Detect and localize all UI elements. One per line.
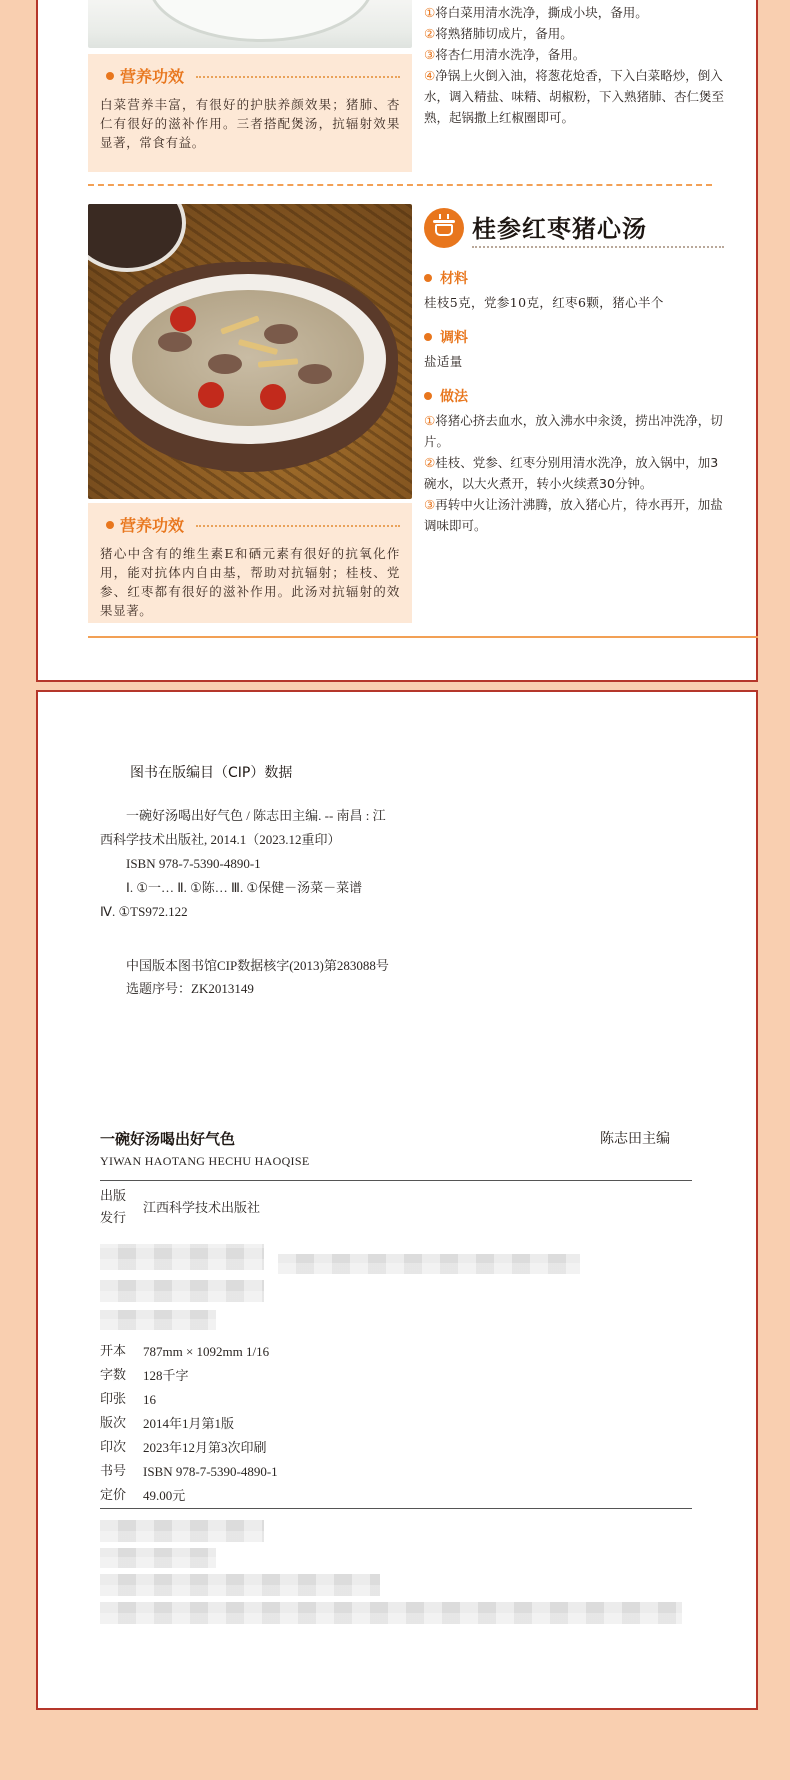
cip-isbn: ISBN 978-7-5390-4890-1 [126,856,261,871]
nutrition-heading-2: 营养功效 [106,513,400,536]
recipe2-column [424,208,724,536]
bullet-icon [106,72,114,80]
cip-numbers [126,954,389,1000]
blurred-text [100,1574,380,1596]
blurred-text [100,1548,216,1568]
nutrition-heading-1: 营养功效 [106,64,400,87]
cip-title: 图书在版编目（CIP）数据 [130,765,293,781]
step: ③将杏仁用清水洗净，备用。 [424,47,586,62]
spec-row: 印次 2023年12月第3次印刷 [100,1440,267,1455]
bullet-icon [424,333,432,341]
nutrition-box-1 [88,54,412,172]
pork-slice [264,324,298,344]
spec-row: 印张 16 [100,1392,156,1407]
bowl-rim [148,0,374,42]
step: ③再转中火让汤汁沸腾，放入猪心片，待水再开，加盐调味即可。 [424,497,723,533]
copyright-page [36,690,758,1710]
ingredients-text: 桂枝5克，党参10克，红枣6颗，猪心半个 [424,295,664,310]
dotted-leader [196,76,400,78]
pork-slice [298,364,332,384]
method-heading: 做法 [424,386,724,406]
step: ②桂枝、党参、红枣分别用清水洗净，放入锅中，加3碗水，以大火煮开，转小火续煮30分钟。 [424,455,719,491]
spec-row: 定价 49.00元 [100,1488,186,1503]
book-specs [100,1340,278,1508]
dotted-leader [196,525,400,527]
cip-line: 西科学技术出版社, 2014.1（2023.12重印） [100,832,341,847]
rule [100,1180,692,1181]
topic-number: 选题序号：ZK2013149 [126,981,254,996]
blurred-text [100,1602,682,1624]
recipe1-steps [424,2,724,128]
seasoning-text: 盐适量 [424,354,463,369]
publisher-name: 江西科学技术出版社 [143,1201,261,1216]
bullet-icon [424,274,432,282]
book-title: 一碗好汤喝出好气色 [100,1130,236,1148]
step: ④净锅上火倒入油，将葱花炝香，下入白菜略炒，倒入水，调入精盐、味精、胡椒粉，下入熟猪肺、杏仁煲至熟，起锅撒上红椒圈即可。 [424,68,725,125]
step: ①将白菜用清水洗净，撕成小块，备用。 [424,5,648,20]
pork-heart-soup-photo [88,204,412,499]
spec-row: 版次 2014年1月第1版 [100,1416,235,1431]
pork-slice [158,332,192,352]
cip-line: 一碗好汤喝出好气色 / 陈志田主编. -- 南昌 : 江 [126,808,386,823]
red-date [260,384,286,410]
step: ②将熟猪肺切成片，备用。 [424,26,573,41]
recipe-page [36,0,758,682]
cip-number: 中国版本图书馆CIP数据核字(2013)第283088号 [126,958,389,973]
pot-icon [424,208,464,248]
soup [132,290,364,426]
step: ①将猪心挤去血水，放入沸水中汆烫，捞出冲洗净，切片。 [424,413,723,449]
recipe-name: 桂参红枣猪心汤 [472,209,724,248]
pork-slice [208,354,242,374]
blurred-text [100,1244,264,1270]
book-pinyin: YIWAN HAOTANG HECHU HAOQISE [100,1154,310,1168]
blurred-text [100,1520,264,1542]
blurred-text [100,1280,264,1302]
cip-record [100,804,400,924]
page-bottom-rule [88,636,758,638]
recipe2-steps [424,410,724,536]
nutrition-text-1: 白菜营养丰富，有很好的护肤养颜效果；猪肺、杏仁有很好的滋补作用。三者搭配煲汤，抗辐射效果显著，常食有益。 [100,97,400,150]
spec-row: 字数 128千字 [100,1368,189,1383]
bullet-icon [424,392,432,400]
cip-classification: Ⅳ. ①TS972.122 [100,904,188,919]
red-date [198,382,224,408]
blurred-text [278,1254,580,1274]
nutrition-text-2: 猪心中含有的维生素E和硒元素有很好的抗氧化作用，能对抗体内自由基，帮助对抗辐射；桂枝、党参、红枣都有很好的滋补作用。此汤对抗辐射的效果显著。 [100,546,400,618]
publish-label: 出版 发行 [100,1189,127,1226]
blurred-text [100,1310,216,1330]
ingredients-heading: 材料 [424,268,724,288]
recipe2-title [424,208,724,248]
cip-classification: Ⅰ. ①一… Ⅱ. ①陈… Ⅲ. ①保健－汤菜－菜谱 [126,880,363,895]
seasoning-heading: 调料 [424,327,724,347]
rule [100,1508,692,1509]
section-divider [88,184,712,186]
nutrition-box-2 [88,503,412,623]
red-date [170,306,196,332]
spec-row: 开本 787mm × 1092mm 1/16 [100,1344,270,1359]
cabbage-soup-photo [88,0,412,48]
bullet-icon [106,521,114,529]
book-author: 陈志田主编 [600,1131,670,1147]
spec-row: 书号 ISBN 978-7-5390-4890-1 [100,1464,278,1479]
